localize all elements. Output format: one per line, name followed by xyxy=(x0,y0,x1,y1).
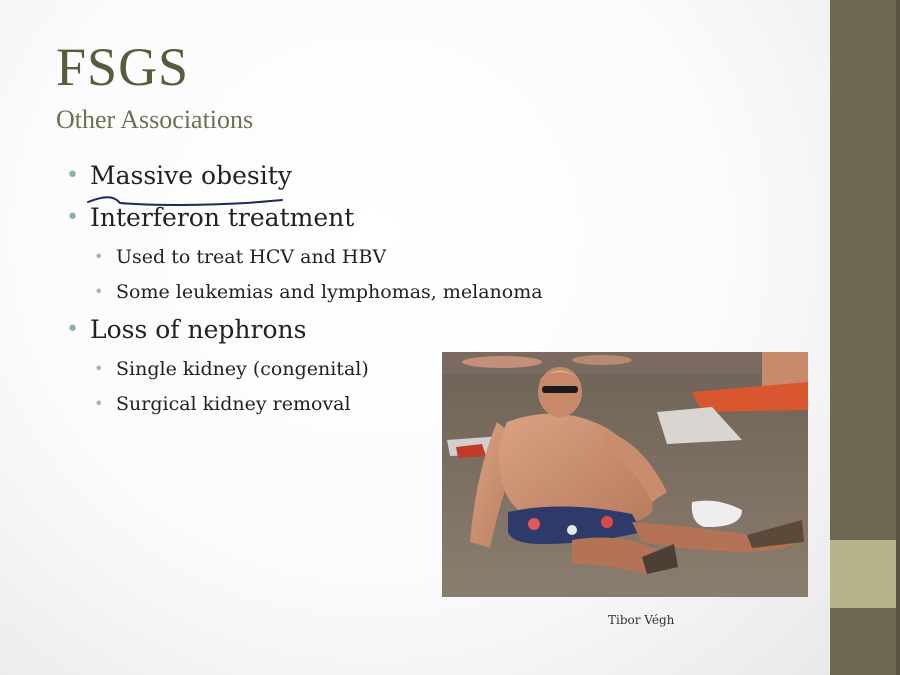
sub-bullet-surgical-removal: • Surgical kidney removal xyxy=(66,391,766,417)
sidebar-edge xyxy=(896,0,900,675)
photo-credit: Tibor Végh xyxy=(608,613,675,627)
sub-bullet-hcv-hbv: • Used to treat HCV and HBV xyxy=(66,244,766,270)
beach-photo xyxy=(442,352,808,597)
sidebar-accent-band xyxy=(830,540,900,608)
bullet-massive-obesity: • Massive obesity xyxy=(66,160,766,192)
bullet-loss-of-nephrons: • Loss of nephrons xyxy=(66,314,766,346)
sub-bullet-single-kidney: • Single kidney (congenital) xyxy=(66,356,766,382)
bullet-interferon-treatment: • Interferon treatment xyxy=(66,202,766,234)
slide-title: FSGS xyxy=(56,37,190,97)
sub-bullet-leukemias: • Some leukemias and lymphomas, melanoma xyxy=(66,279,766,305)
slide-subtitle: Other Associations xyxy=(56,105,254,134)
decorative-sidebar xyxy=(830,0,900,675)
